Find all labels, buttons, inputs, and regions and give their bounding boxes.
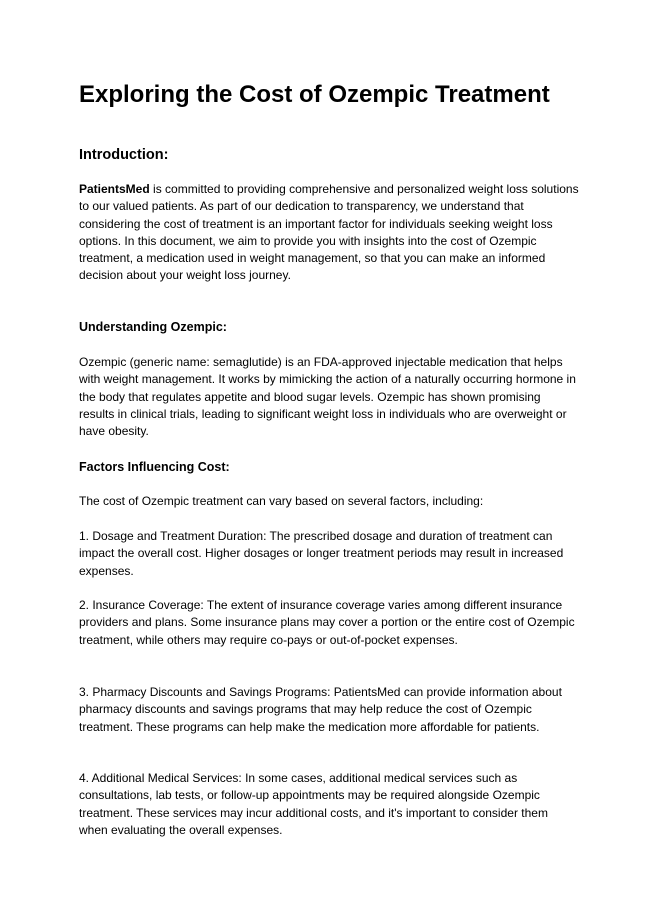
factors-heading: Factors Influencing Cost: xyxy=(79,460,230,474)
factor-item-dosage: 1. Dosage and Treatment Duration: The prescribed dosage and duration of treatment can impact the overall cost. Higher dosages or longer treatment periods may result in increased expenses. xyxy=(79,529,564,578)
introduction-heading: Introduction: xyxy=(79,147,169,163)
document-title: Exploring the Cost of Ozempic Treatment xyxy=(79,81,550,108)
introduction-paragraph xyxy=(79,181,579,285)
factor-item-pharmacy-discounts: 3. Pharmacy Discounts and Savings Programs: PatientsMed can provide information about pharmacy discounts and savings programs that may help reduce the cost of Ozempic treatment. These programs can help make the medication more affordable for patients. xyxy=(79,685,562,734)
factor-item-insurance: 2. Insurance Coverage: The extent of insurance coverage varies among different insurance providers and plans. Some insurance plans may cover a portion or the entire cost of Ozempic treatment, while others may require co-pays or out-of-pocket expenses. xyxy=(79,598,575,647)
factor-item-additional-services: 4. Additional Medical Services: In some cases, additional medical services such as consultations, lab tests, or follow-up appointments may be required alongside Ozempic treatment. These services may incur additional costs, and it's important to consider them when evaluating the overall expenses. xyxy=(79,771,548,837)
understanding-heading: Understanding Ozempic: xyxy=(79,320,227,334)
introduction-text: is committed to providing comprehensive and personalized weight loss solutions to our valued patients. As part of our dedication to transparency, we understand that considering the cost of treatment is an important factor for individuals seeking weight loss options. In this document, we aim to provide you with insights into the cost of Ozempic treatment, a medication used in weight management, so that you can make an informed decision about your weight loss journey. xyxy=(79,182,579,283)
understanding-paragraph: Ozempic (generic name: semaglutide) is an FDA-approved injectable medication that helps with weight management. It works by mimicking the action of a naturally occurring hormone in the body that regulates appetite and blood sugar levels. Ozempic has shown promising results in clinical trials, leading to significant weight loss in individuals who are overweight or have obesity. xyxy=(79,355,576,439)
brand-name: PatientsMed xyxy=(79,182,150,196)
factors-intro-paragraph: The cost of Ozempic treatment can vary based on several factors, including: xyxy=(79,494,484,508)
